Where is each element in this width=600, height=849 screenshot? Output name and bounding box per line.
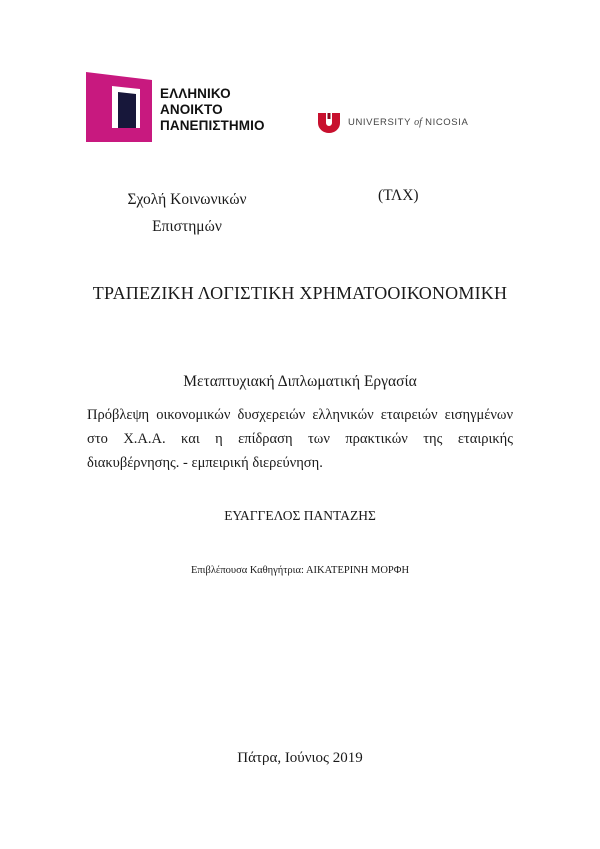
hou-line-2: ΑΝΟΙΚΤΟ: [160, 102, 223, 117]
university-of-nicosia-logo: [318, 113, 498, 135]
unic-logo-text: [348, 117, 468, 128]
unic-logo-icon: [318, 113, 340, 133]
place-and-date: Πάτρα, Ιούνιος 2019: [237, 750, 363, 766]
thesis-type: Μεταπτυχιακή Διπλωματική Εργασία: [183, 373, 417, 390]
hellenic-open-university-logo: [86, 72, 286, 142]
author-name: ΕΥΑΓΓΕΛΟΣ ΠΑΝΤΑΖΗΣ: [224, 508, 376, 523]
school-name: [112, 186, 262, 240]
school-name-line-1: Σχολή Κοινωνικών: [127, 191, 247, 208]
department-code: (ΤΛΧ): [378, 187, 419, 204]
unic-text-of: of: [414, 117, 422, 128]
hou-line-1: ΕΛΛΗΝΙΚΟ: [160, 86, 231, 101]
unic-text-nicosia: NICOSIA: [425, 117, 469, 128]
supervisor: Επιβλέπουσα Καθηγήτρια: ΑΙΚΑΤΕΡΙΝΗ ΜΟΡΦΗ: [190, 565, 410, 576]
thesis-title: Πρόβλεψη οικονομικών δυσχερειών ελληνικών εταιρειών εισηγμένων στο Χ.Α.Α. και η επίδραση των πρακτικών της εταιρικής διακυβέρνησης. - εμπειρική διερεύνηση.: [87, 407, 513, 471]
program-title: ΤΡΑΠΕΖΙΚΗ ΛΟΓΙΣΤΙΚΗ ΧΡΗΜΑΤΟΟΙΚΟΝΟΜΙΚΗ: [92, 283, 508, 303]
hou-logo-icon: [86, 72, 152, 142]
unic-text-university: UNIVERSITY: [348, 117, 411, 128]
hou-logo-text: [160, 86, 265, 134]
hou-line-3: ΠΑΝΕΠΙΣΤΗΜΙΟ: [160, 118, 265, 133]
school-name-line-2: Επιστημών: [152, 218, 222, 235]
